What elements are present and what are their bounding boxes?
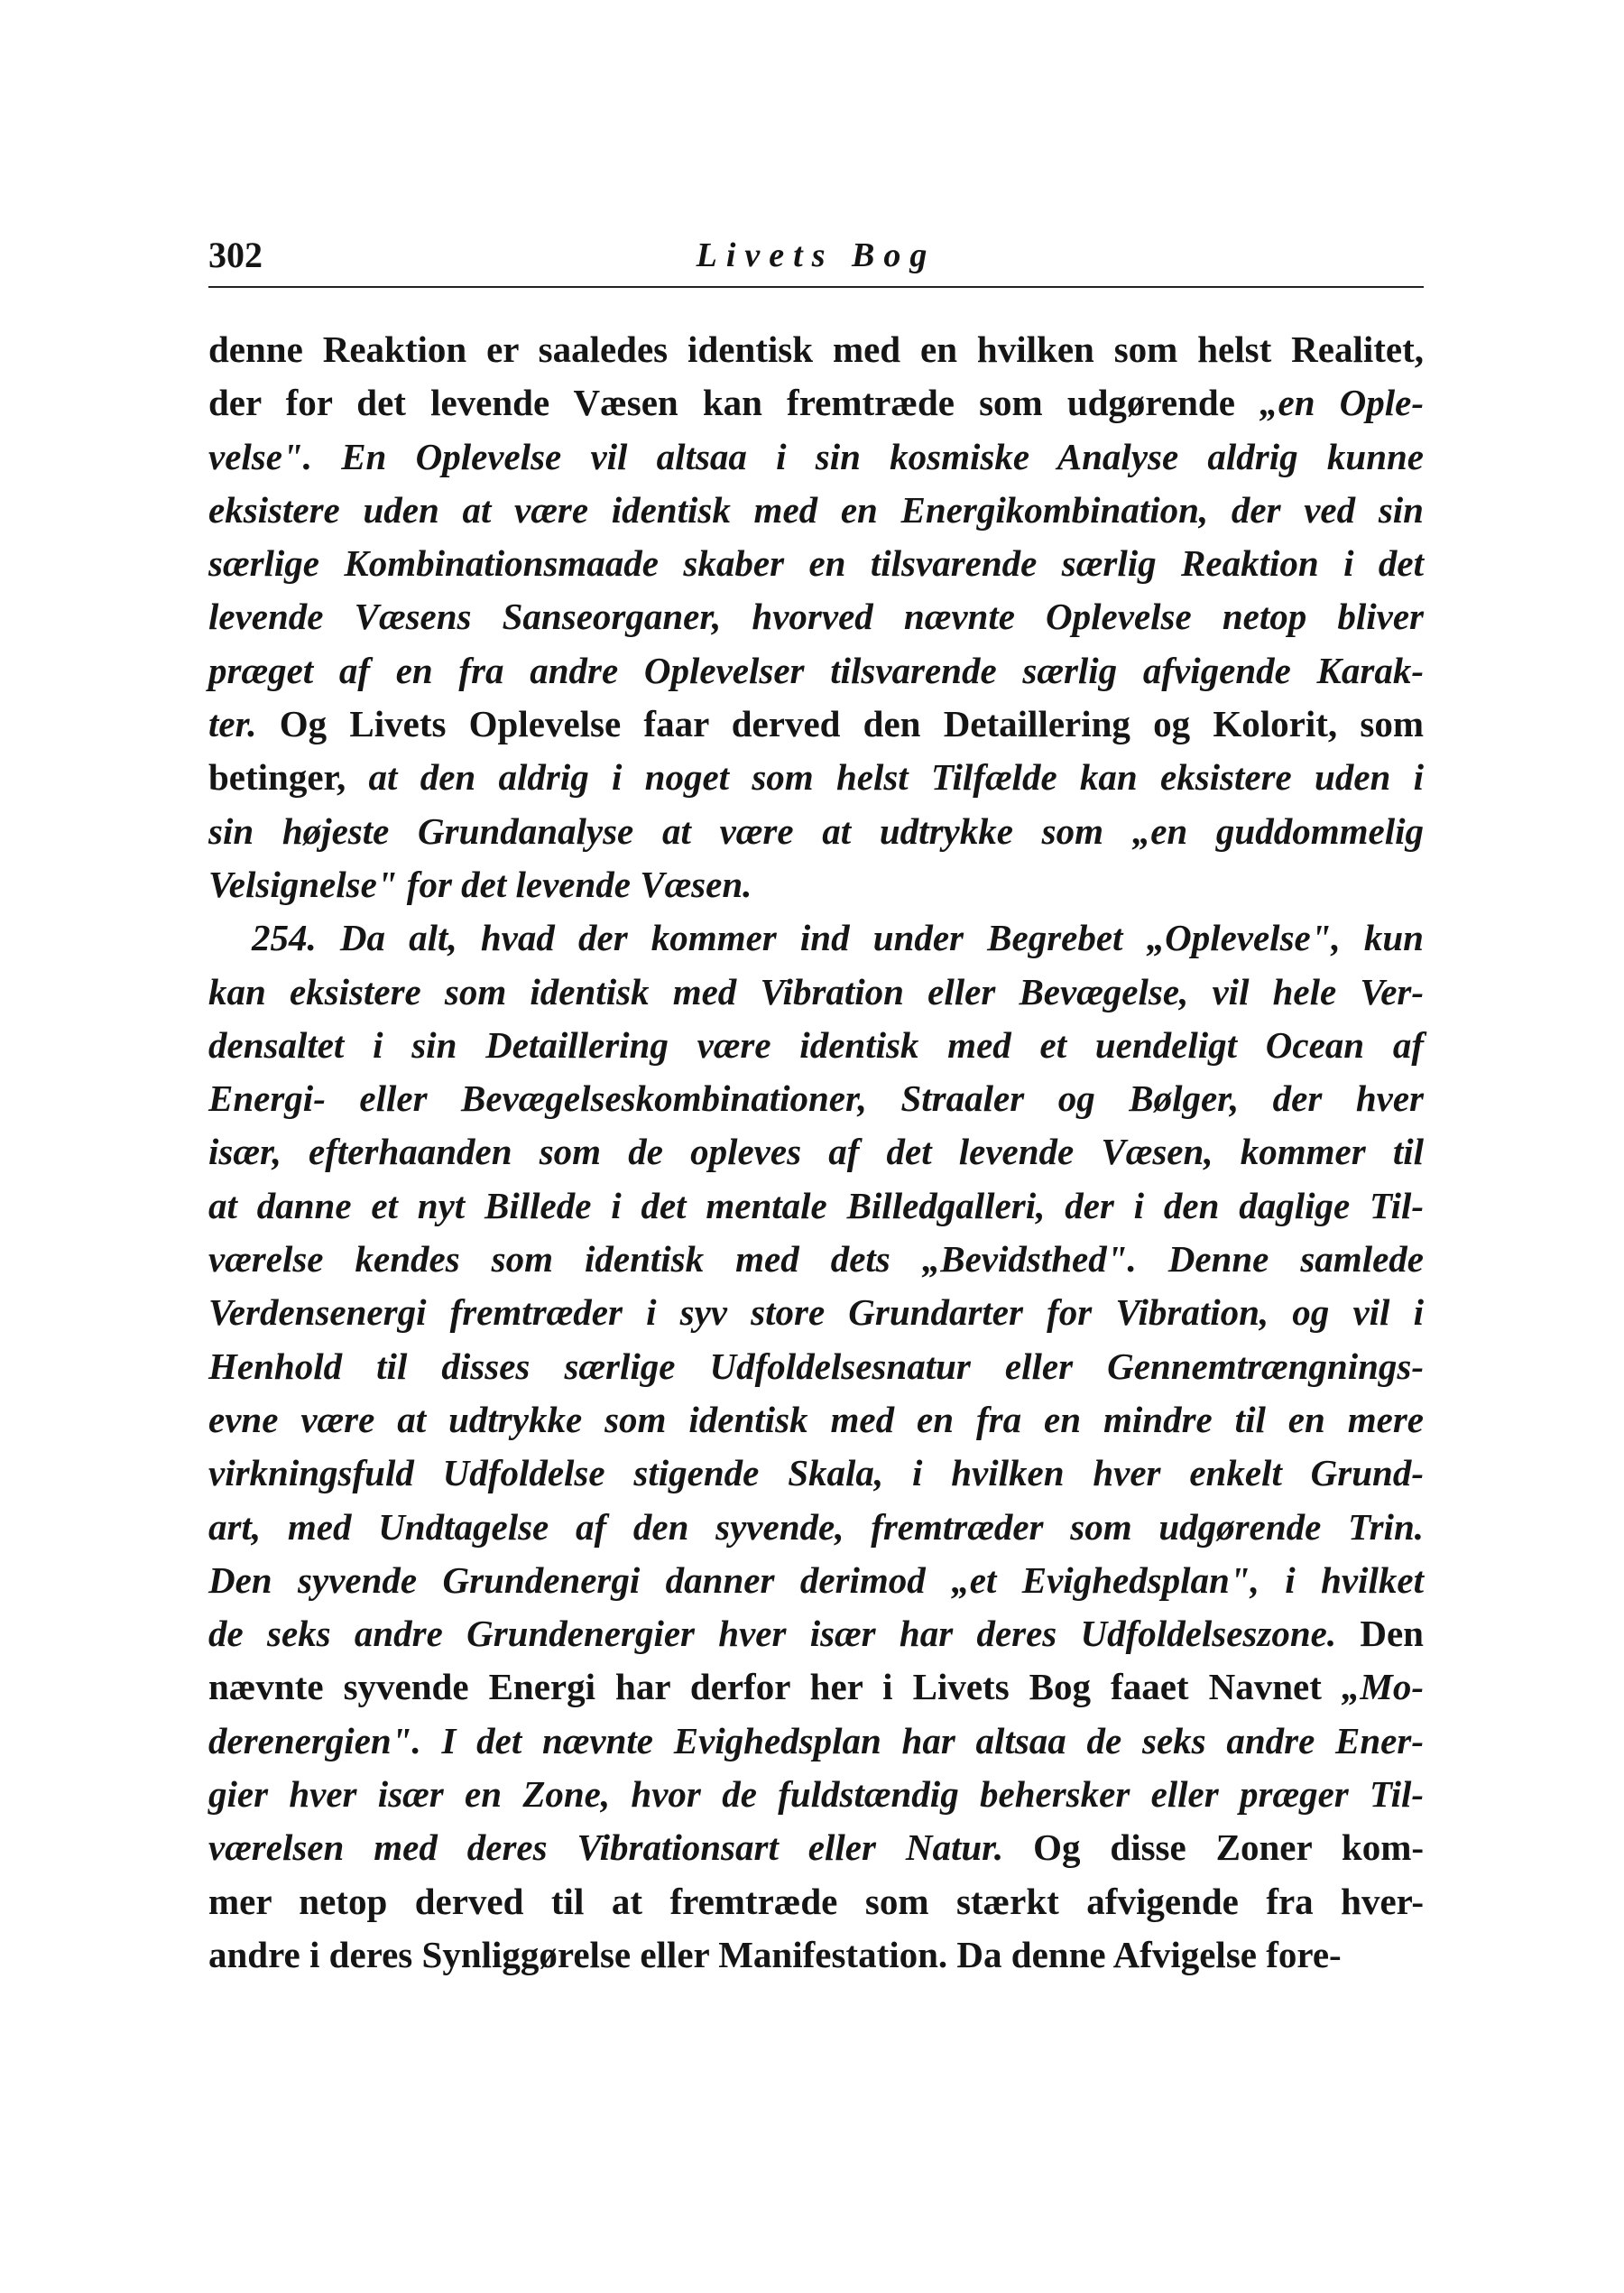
text-segment: Den [1336, 1613, 1424, 1655]
page-header [208, 233, 1424, 287]
text-segment: eksistere uden at være identisk med en Energikombination, der ved sin [208, 488, 1424, 531]
text-segment: der for det levende Væsen kan fremtræde som udgørende [208, 382, 1260, 424]
text-segment: art, med Undtagelse af den syvende, fremtræder som udgørende Trin. [208, 1505, 1424, 1548]
body-text [208, 323, 1424, 1982]
text-segment: gier hver især en Zone, hvor de fuldstændig behersker eller præger Til- [208, 1773, 1424, 1816]
text-segment: Og disse Zoner kom- [1003, 1826, 1425, 1869]
text-segment: evne være at udtrykke som identisk med en fra en mindre til en mere [208, 1398, 1424, 1440]
text-segment: værelsen med deres Vibrationsart eller Natur. [208, 1826, 1004, 1869]
text-line [208, 1019, 1424, 1072]
text-line [208, 1501, 1424, 1554]
text-line [208, 1447, 1424, 1500]
text-segment: Velsignelse" for det levende Væsen. [208, 863, 752, 905]
text-segment: „en Ople- [1260, 382, 1424, 424]
text-line [208, 1286, 1424, 1339]
text-line [208, 805, 1424, 858]
text-line [208, 698, 1424, 751]
text-segment: 254. Da alt, hvad der kommer ind under Begrebet „Oplevelse", kun [252, 917, 1424, 959]
text-line [208, 323, 1424, 376]
text-segment: densaltet i sin Detaillering være identisk med et uendeligt Ocean af [208, 1023, 1424, 1066]
text-segment: de seks andre Grundenergier hver især har deres Udfoldelseszone. [208, 1613, 1337, 1655]
text-line [208, 430, 1424, 484]
text-line [208, 1768, 1424, 1821]
text-line [208, 1607, 1424, 1660]
text-segment: Verdensenergi fremtræder i syv store Grundarter for Vibration, og vil i [208, 1291, 1424, 1334]
text-segment: derenergien". I det nævnte Evighedsplan har altsaa de seks andre Ener- [208, 1719, 1424, 1761]
text-segment: Henhold til disses særlige Udfoldelsesnatur eller Gennemtrængnings- [208, 1345, 1424, 1387]
text-line [208, 1393, 1424, 1447]
text-segment: værelse kendes som identisk med dets „Bevidsthed". Denne samlede [208, 1238, 1424, 1281]
text-segment: præget af en fra andre Oplevelser tilsvarende særlig afvigende Karak- [208, 649, 1424, 691]
text-line [208, 1821, 1424, 1874]
running-title: Livets Bog [696, 236, 937, 274]
text-segment: især, efterhaanden som de opleves af det levende Væsen, kommer til [208, 1131, 1424, 1173]
text-segment: sin højeste Grundanalyse at være at udtrykke som „en guddommelig [208, 809, 1424, 852]
text-segment: nævnte syvende Energi har derfor her i Livets Bog faaet Navnet [208, 1666, 1342, 1708]
text-segment: kan eksistere som identisk med Vibration eller Bevægelse, vil hele Ver- [208, 970, 1424, 1012]
text-line [208, 1340, 1424, 1393]
text-segment: Energi- eller Bevægelseskombinationer, Straaler og Bølger, der hver [208, 1077, 1424, 1120]
text-line [208, 1554, 1424, 1607]
header-rule [208, 286, 1424, 288]
text-line [208, 751, 1424, 804]
text-line [208, 858, 1424, 911]
text-segment: at danne et nyt Billede i det mentale Billedgalleri, der i den daglige Til- [208, 1184, 1424, 1226]
text-segment: andre i deres Synliggørelse eller Manifestation. Da denne Afvigelse fore- [208, 1933, 1342, 1975]
text-segment: Og Livets Oplevelse faar derved den Detaillering og Kolorit, som [256, 703, 1424, 745]
text-line [208, 484, 1424, 537]
page-number: 302 [208, 235, 263, 275]
text-line [208, 1072, 1424, 1125]
text-segment: „Mo- [1341, 1666, 1424, 1708]
text-line [208, 1875, 1424, 1928]
text-line [208, 1928, 1424, 1982]
text-segment: velse". En Oplevelse vil altsaa i sin kosmiske Analyse aldrig kunne [208, 435, 1424, 477]
text-line [208, 1660, 1424, 1714]
text-line [208, 1125, 1424, 1179]
text-segment: Den syvende Grundenergi danner derimod „et Evighedsplan", i hvilket [208, 1558, 1424, 1601]
text-line [208, 1715, 1424, 1768]
text-segment: denne Reaktion er saaledes identisk med en hvilken som helst Realitet, [208, 328, 1424, 370]
text-line [208, 1233, 1424, 1286]
text-line [208, 376, 1424, 430]
text-segment: særlige Kombinationsmaade skaber en tilsvarende særlig Reaktion i det [208, 542, 1424, 585]
text-line [208, 911, 1424, 965]
text-segment: levende Væsens Sanseorganer, hvorved nævnte Oplevelse netop bliver [208, 596, 1424, 638]
text-line [208, 1179, 1424, 1233]
text-line [208, 590, 1424, 643]
text-segment: mer netop derved til at fremtræde som stærkt afvigende fra hver- [208, 1880, 1424, 1922]
text-segment: ter. [208, 703, 257, 745]
text-segment: virkningsfuld Udfoldelse stigende Skala, i hvilken hver enkelt Grund- [208, 1452, 1424, 1494]
text-line [208, 537, 1424, 590]
text-line [208, 966, 1424, 1019]
text-segment: at den aldrig i noget som helst Tilfælde kan eksistere uden i [368, 756, 1424, 799]
text-line [208, 644, 1424, 698]
text-segment: betinger, [208, 756, 369, 799]
